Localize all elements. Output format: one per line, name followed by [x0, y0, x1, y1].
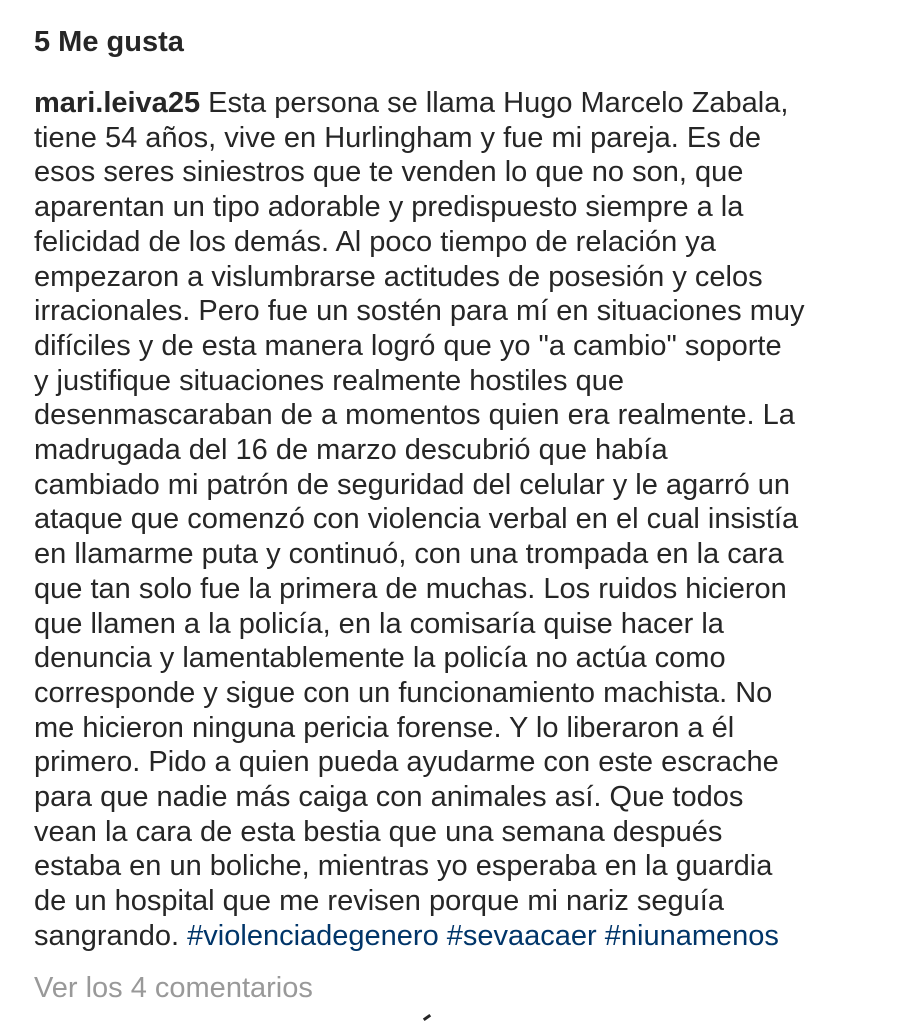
caption-text: Esta persona se llama Hugo Marcelo Zabala, — [200, 87, 789, 119]
clipped-text-fragment — [423, 1014, 431, 1021]
caption-line: ataque que comenzó con violencia verbal en el cual insistía — [34, 503, 799, 536]
caption-line: denuncia y lamentablemente la policía no actúa como — [34, 642, 726, 675]
caption-line — [34, 919, 884, 954]
caption-line: madrugada del 16 de marzo descubrió que había — [34, 434, 668, 467]
caption-line: para que nadie más caiga con animales así. Que todos — [34, 781, 744, 814]
caption-text: sangrando. — [34, 919, 188, 952]
caption-line: desenmascaraban de a momentos quien era realmente. La — [34, 399, 795, 432]
likes-count[interactable]: 5 Me gusta — [34, 26, 184, 58]
caption-line: que tan solo fue la primera de muchas. Los ruidos hicieron — [34, 572, 787, 605]
caption-line: que llamen a la policía, en la comisaría quise hacer la — [34, 607, 724, 640]
caption-line: estaba en un boliche, mientras yo esperaba en la guardia — [34, 850, 773, 883]
caption-line: de un hospital que me revisen porque mi nariz seguía — [34, 885, 724, 918]
view-all-comments-link[interactable]: Ver los 4 comentarios — [34, 971, 313, 1004]
caption-line: vean la cara de esta bestia que una semana después — [34, 815, 723, 848]
caption-line: en llamarme puta y continuó, con una trompada en la cara — [34, 538, 784, 571]
hashtag-link[interactable]: #violenciadegenero — [187, 919, 439, 952]
caption-line — [34, 86, 884, 121]
hashtag-link[interactable]: #niunamenos — [604, 919, 779, 952]
caption-line: felicidad de los demás. Al poco tiempo de relación ya — [34, 225, 716, 258]
hashtag-link[interactable]: #sevaacaer — [446, 919, 597, 952]
caption-line: y justifique situaciones realmente hostiles que — [34, 364, 624, 397]
caption-line: corresponde y sigue con un funcionamiento machista. No — [34, 676, 773, 709]
caption-line: primero. Pido a quien pueda ayudarme con este escrache — [34, 746, 779, 779]
caption-line: esos seres siniestros que te venden lo que no son, que — [34, 156, 744, 189]
caption-line: aparentan un tipo adorable y predispuesto siempre a la — [34, 191, 744, 224]
caption-line: cambiado mi patrón de seguridad del celular y le agarró un — [34, 468, 791, 501]
caption-line: empezaron a vislumbrarse actitudes de posesión y celos — [34, 260, 763, 293]
post-details — [34, 20, 884, 1008]
caption-line: me hicieron ninguna pericia forense. Y lo liberaron a él — [34, 711, 735, 744]
post-caption — [34, 86, 884, 954]
caption-line: irracionales. Pero fue un sostén para mí en situaciones muy — [34, 295, 805, 328]
caption-username[interactable]: mari.leiva25 — [34, 87, 201, 119]
caption-line: difíciles y de esta manera logró que yo "a cambio" soporte — [34, 329, 782, 362]
caption-line: tiene 54 años, vive en Hurlingham y fue mi pareja. Es de — [34, 121, 762, 154]
